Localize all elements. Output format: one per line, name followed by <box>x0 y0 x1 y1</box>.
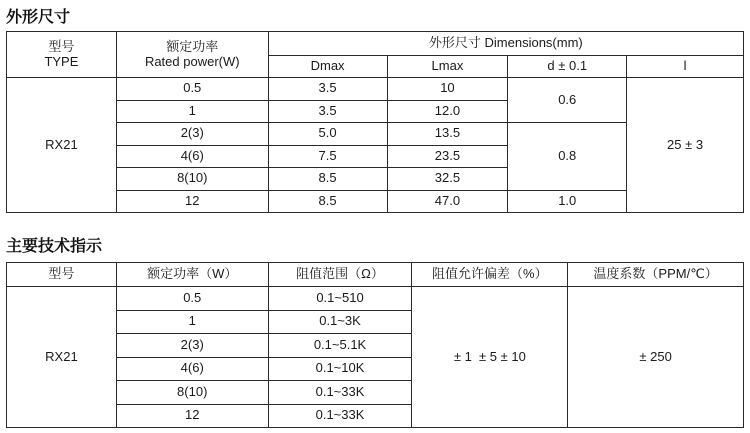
tolerance-cell: ± 1 ± 5 ± 10 <box>412 287 568 428</box>
power-cell: 12 <box>116 404 268 428</box>
range-cell: 0.1~33K <box>268 381 412 405</box>
tcr-cell: ± 250 <box>568 287 744 428</box>
lmax-cell: 13.5 <box>387 123 508 146</box>
header-power-en: Rated power(W) <box>144 53 240 69</box>
header-model-cn: 型号 <box>48 38 75 54</box>
dimensions-table <box>6 31 744 213</box>
power-cell: 8(10) <box>116 168 268 191</box>
header-tcr: 温度系数（PPM/℃） <box>568 263 744 287</box>
range-cell: 0.1~3K <box>268 310 412 334</box>
d-cell: 1.0 <box>508 190 627 213</box>
model-cell: RX21 <box>7 78 117 213</box>
header-lmax: Lmax <box>387 56 508 78</box>
d-cell: 0.6 <box>508 78 627 123</box>
header-tolerance: 阻值允许偏差（%） <box>412 263 568 287</box>
range-cell: 0.1~510 <box>268 287 412 311</box>
l-cell: 25 ± 3 <box>627 78 744 213</box>
power-cell: 8(10) <box>116 381 268 405</box>
dmax-cell: 8.5 <box>268 190 387 213</box>
header-model-en: TYPE <box>44 53 79 69</box>
power-cell: 1 <box>116 100 268 123</box>
d-cell: 0.8 <box>508 123 627 191</box>
table-row <box>7 287 744 311</box>
lmax-cell: 10 <box>387 78 508 101</box>
power-cell: 2(3) <box>116 334 268 358</box>
lmax-cell: 32.5 <box>387 168 508 191</box>
power-cell: 0.5 <box>116 287 268 311</box>
header-model: 型号 <box>7 263 117 287</box>
range-cell: 0.1~10K <box>268 357 412 381</box>
header-range: 阻值范围（Ω） <box>268 263 412 287</box>
dmax-cell: 7.5 <box>268 145 387 168</box>
power-cell: 0.5 <box>116 78 268 101</box>
lmax-cell: 23.5 <box>387 145 508 168</box>
section-title-specifications: 主要技术指示 <box>6 236 103 255</box>
model-cell: RX21 <box>7 287 117 428</box>
dmax-cell: 8.5 <box>268 168 387 191</box>
table-row <box>7 78 744 101</box>
range-cell: 0.1~5.1K <box>268 334 412 358</box>
header-model-cell <box>7 32 117 78</box>
range-cell: 0.1~33K <box>268 404 412 428</box>
header-dimensions: 外形尺寸 Dimensions(mm) <box>268 32 743 56</box>
header-power: 额定功率（W） <box>116 263 268 287</box>
lmax-cell: 47.0 <box>387 190 508 213</box>
specifications-table <box>6 262 744 428</box>
power-cell: 2(3) <box>116 123 268 146</box>
power-cell: 4(6) <box>116 357 268 381</box>
header-dmax: Dmax <box>268 56 387 78</box>
section-title-dimensions: 外形尺寸 <box>6 7 71 26</box>
header-power-cn: 额定功率 <box>166 38 219 54</box>
dmax-cell: 3.5 <box>268 78 387 101</box>
dmax-cell: 3.5 <box>268 100 387 123</box>
power-cell: 12 <box>116 190 268 213</box>
header-l: l <box>627 56 744 78</box>
lmax-cell: 12.0 <box>387 100 508 123</box>
dmax-cell: 5.0 <box>268 123 387 146</box>
header-d: d ± 0.1 <box>508 56 627 78</box>
header-power-cell <box>116 32 268 78</box>
power-cell: 4(6) <box>116 145 268 168</box>
power-cell: 1 <box>116 310 268 334</box>
